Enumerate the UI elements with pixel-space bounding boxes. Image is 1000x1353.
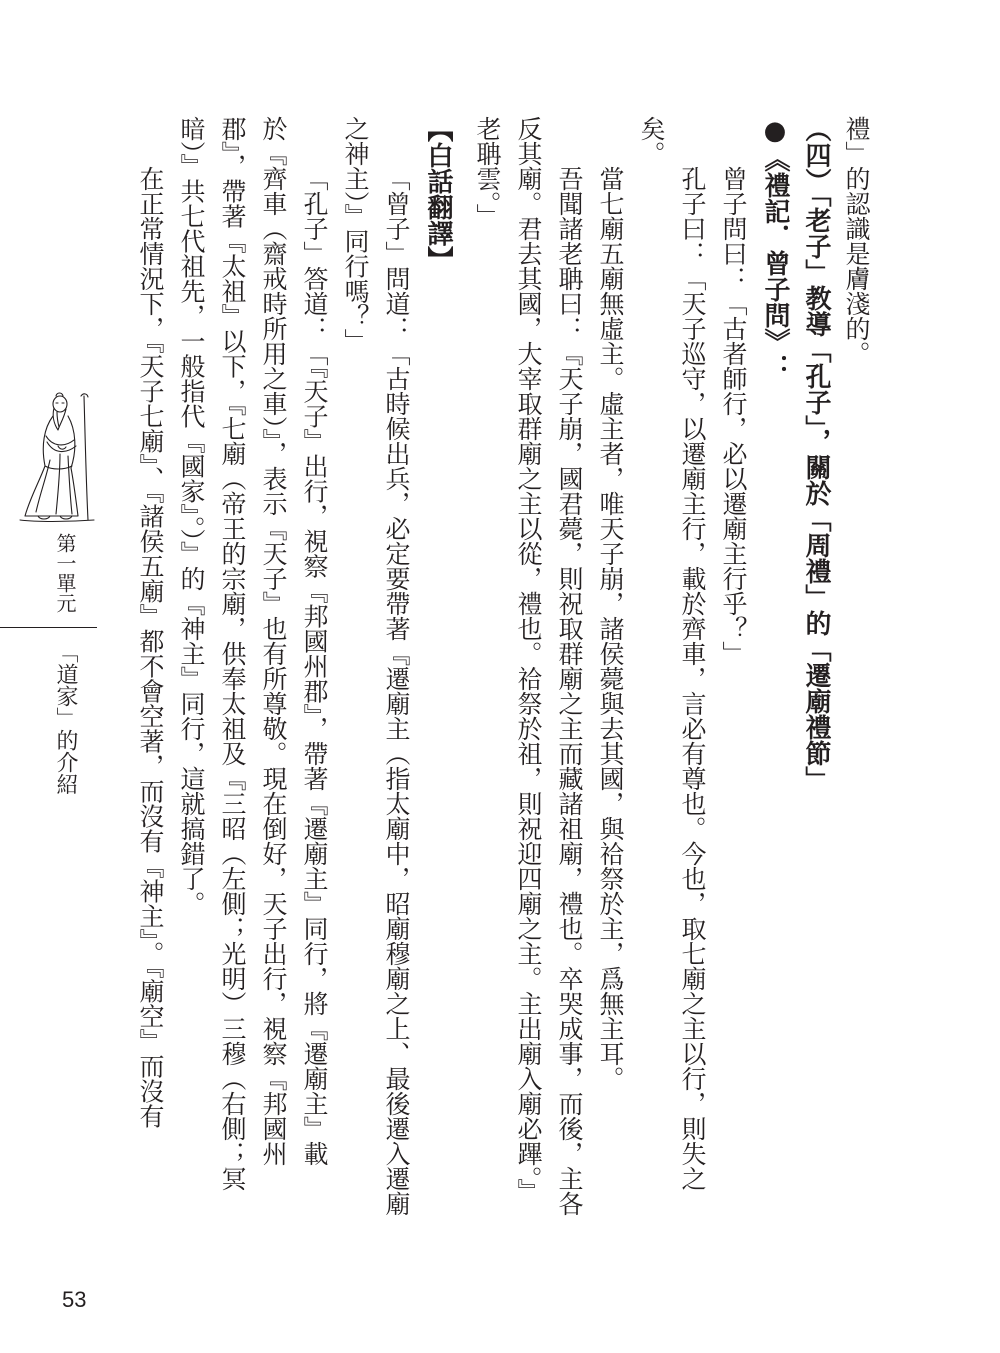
translation-heading-text: 【白話翻譯】 <box>423 116 453 272</box>
source-paragraph <box>713 116 754 1241</box>
source-heading-text: ●《禮記．曾子問》： <box>760 116 790 380</box>
text-column: 矣。 <box>637 116 666 166</box>
text-column: 當七廟五廟無虛主。虛主者，唯天子崩，諸侯薨與去其國，與祫祭於主，爲無主耳。 <box>596 166 625 1091</box>
text-column: 老聃雲。」 <box>473 116 502 229</box>
source-paragraph <box>467 116 590 1241</box>
translation-paragraph <box>130 116 171 1241</box>
running-head-divider <box>0 627 97 628</box>
continuation-paragraph <box>836 116 877 1241</box>
chapter-label: 「道家」的介紹 <box>53 641 78 795</box>
text-column: 禮」的認識是膚淺的。 <box>842 116 871 366</box>
unit-label: 第一單元 <box>53 533 77 613</box>
source-heading <box>754 116 795 1241</box>
text-column: 反其廟。君去其國，大宰取群廟之主以從，禮也。祫祭於祖，則祝迎四廟之主。主出廟入廟必蹕。』 <box>514 116 543 1204</box>
source-paragraph <box>590 116 631 1241</box>
section-heading-text: （四）「老子」教導「孔子」，關於「周禮」的「遷廟禮節」 <box>801 116 831 792</box>
source-paragraph <box>631 116 713 1241</box>
text-column: 在正常情況下，『天子七廟』、『諸侯五廟』都不會空著，而沒有『神主』。『廟空』而沒有 <box>136 166 165 1129</box>
text-column: 吾聞諸老聃曰：『天子崩，國君薨，則祝取群廟之主而藏諸祖廟，禮也。卒哭成事，而後，主各 <box>555 166 584 1216</box>
sage-figure-icon <box>16 390 100 524</box>
text-column: 曾子問曰：「古者師行，必以遷廟主行乎？」 <box>719 166 748 666</box>
translation-paragraph <box>335 116 417 1241</box>
page-body <box>130 116 877 1241</box>
text-column: 「孔子」答道：「『天子』出行，視察『邦國州郡』，帶著『遷廟主』同行，將『遷廟主』載 <box>300 166 329 1166</box>
page-number: 53 <box>62 1287 87 1312</box>
text-column: 郡』，帶著『太祖』以下，『七廟（帝王的宗廟，供奉太祖及『三昭（左側；光明）三穆（右側；冥 <box>218 116 247 1191</box>
text-column: 之神主）』同行嗎？」 <box>341 116 370 354</box>
section-heading <box>795 116 836 1241</box>
text-column: 孔子曰：「天子巡守，以遷廟主行，載於齊車，言必有尊也。今也，取七廟之主以行，則失之 <box>678 166 707 1191</box>
text-column: 暗）』共七代祖先，一般指代『國家』。）』的『神主』同行，這就搞錯了。 <box>177 116 206 916</box>
text-column: 於『齊車（齋戒時所用之車）』，表示『天子』也有所尊敬。現在倒好，天子出行，視察『邦國州 <box>259 116 288 1166</box>
translation-paragraph <box>171 116 335 1241</box>
text-column: 「曾子」問道：「古時候出兵，必定要帶著『遷廟主（指太廟中，昭廟穆廟之上、最後遷入遷廟 <box>382 166 411 1216</box>
translation-heading <box>417 116 458 1241</box>
